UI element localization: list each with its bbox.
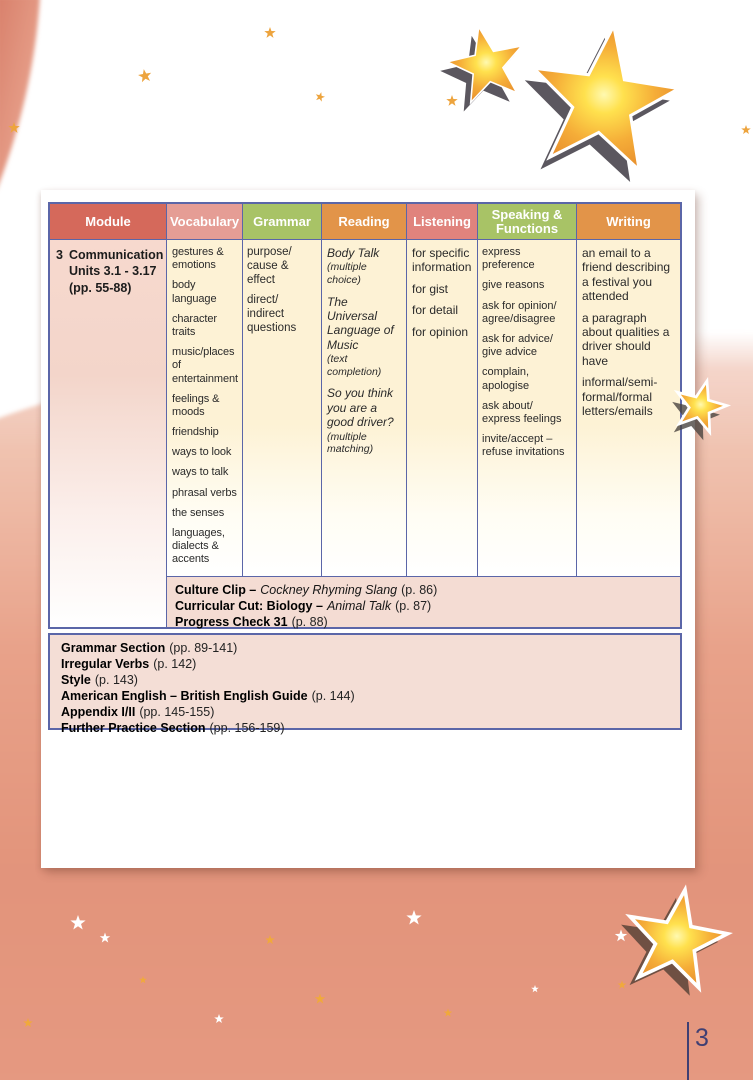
book-section-line: [61, 704, 669, 720]
writing-item: an email to a friend describing a festival you attended: [582, 246, 671, 304]
grammar-item: purpose/ cause & effect: [247, 246, 292, 286]
writing-item: a paragraph about qualities a driver should have: [582, 310, 670, 368]
module-pages: (pp. 55-88): [68, 280, 132, 295]
column-header: Speaking & Functions: [478, 204, 577, 239]
section-pages: (p. 144): [311, 689, 355, 703]
section-label: Irregular Verbs: [61, 657, 150, 671]
writing-column: [577, 240, 680, 576]
extra-line: [175, 582, 672, 598]
section-label: Style: [61, 673, 91, 687]
book-section-line: [61, 656, 669, 672]
vocabulary-item: phrasal verbs: [172, 486, 237, 499]
speaking-item: express preference: [482, 246, 535, 272]
table-body: [50, 240, 680, 627]
listening-item: for gist: [412, 281, 449, 296]
column-header: Module: [50, 204, 167, 239]
book-sections: [48, 633, 682, 735]
section-pages: (pp. 156-159): [209, 721, 285, 735]
reading-title: The Universal Language of Music: [327, 294, 394, 352]
vocabulary-item: gestures & emotions: [172, 246, 224, 272]
extra-title: Cockney Rhyming Slang: [260, 583, 398, 597]
columns-row: [167, 240, 680, 577]
listening-item: for opinion: [412, 324, 469, 339]
listening-item: for specific information: [412, 246, 472, 275]
column-header: Reading: [322, 204, 407, 239]
vocabulary-item: music/places of entertainment: [172, 346, 238, 385]
book-section-line: [61, 640, 669, 656]
extra-label: Progress Check 31: [175, 615, 288, 629]
folio-rule: [687, 1022, 689, 1080]
book-section-line: [61, 688, 669, 704]
star-icon: [264, 27, 275, 38]
section-pages: (p. 143): [94, 673, 138, 687]
extra-label: Curricular Cut: Biology –: [175, 599, 323, 613]
section-label: Appendix I/II: [61, 705, 136, 719]
book-section-line: [61, 720, 669, 736]
reading-title: So you think you are a good driver?: [327, 386, 394, 430]
writing-item: informal/semi-formal/formal letters/emails: [582, 375, 658, 418]
star-icon: [446, 95, 457, 106]
vocabulary-item: character traits: [172, 312, 217, 338]
extra-title: Animal Talk: [326, 599, 392, 613]
column-header: Vocabulary: [167, 204, 243, 239]
section-pages: (pp. 145-155): [139, 705, 215, 719]
speaking-item: ask about/ express feelings: [482, 399, 562, 425]
column-header: Writing: [577, 204, 680, 239]
vocabulary-item: ways to talk: [172, 466, 229, 479]
extra-line: [175, 598, 672, 614]
section-label: Grammar Section: [61, 641, 166, 655]
vocabulary-item: feelings & moods: [172, 392, 220, 418]
syllabus-table: [48, 202, 682, 735]
reading-item: [327, 386, 401, 455]
listening-column: [407, 240, 478, 576]
extra-pages: (p. 87): [395, 599, 432, 613]
listening-item: for detail: [412, 303, 459, 318]
module-units: Units 3.1 - 3.17: [68, 264, 157, 279]
speaking-item: ask for opinion/ agree/disagree: [482, 299, 557, 325]
star-icon: [741, 125, 751, 134]
columns-and-extras: [167, 240, 680, 627]
reading-title: Body Talk: [327, 246, 380, 260]
speaking-functions-column: [478, 240, 577, 576]
reading-task: (multiple choice): [327, 261, 367, 286]
module-extras: [167, 577, 680, 627]
page-number: 3: [695, 1024, 709, 1052]
speaking-item: give reasons: [482, 279, 545, 292]
reading-task: (text completion): [327, 353, 382, 378]
book-section-line: [61, 672, 669, 688]
reading-item: [327, 295, 401, 379]
module-info: [69, 247, 163, 627]
vocabulary-item: ways to look: [172, 446, 232, 459]
section-label: Further Practice Section: [61, 721, 206, 735]
module-number: 3: [56, 248, 63, 262]
section-pages: (p. 142): [153, 657, 197, 671]
column-header: Grammar: [243, 204, 322, 239]
extra-line: [175, 614, 672, 630]
module-cell: [50, 240, 167, 627]
vocabulary-column: [167, 240, 243, 576]
module-table: [48, 202, 682, 629]
table-header-row: [50, 204, 680, 240]
star-icon: [314, 91, 326, 102]
speaking-item: invite/accept – refuse invitations: [482, 433, 565, 459]
extra-pages: (p. 88): [291, 615, 328, 629]
grammar-item: direct/ indirect questions: [247, 294, 297, 334]
vocabulary-item: body language: [172, 279, 217, 305]
module-title: Communication: [68, 248, 164, 262]
reading-column: [322, 240, 407, 576]
vocabulary-item: languages, dialects & accents: [172, 527, 225, 566]
vocabulary-item: friendship: [172, 426, 219, 439]
extra-label: Culture Clip –: [175, 583, 257, 597]
column-header: Listening: [407, 204, 478, 239]
content-panel: [41, 190, 695, 868]
vocabulary-item: the senses: [172, 506, 225, 519]
section-label: American English – British English Guide: [61, 689, 308, 703]
star-icon: [441, 19, 530, 106]
extra-pages: (p. 86): [401, 583, 438, 597]
grammar-column: [243, 240, 322, 576]
section-pages: (pp. 89-141): [169, 641, 238, 655]
reading-task: (multiple matching): [327, 430, 374, 456]
star-icon: [137, 68, 152, 83]
reading-item: [327, 246, 401, 287]
corner-swoosh: [0, 0, 40, 192]
speaking-item: complain, apologise: [482, 366, 530, 392]
speaking-item: ask for advice/ give advice: [482, 332, 553, 359]
